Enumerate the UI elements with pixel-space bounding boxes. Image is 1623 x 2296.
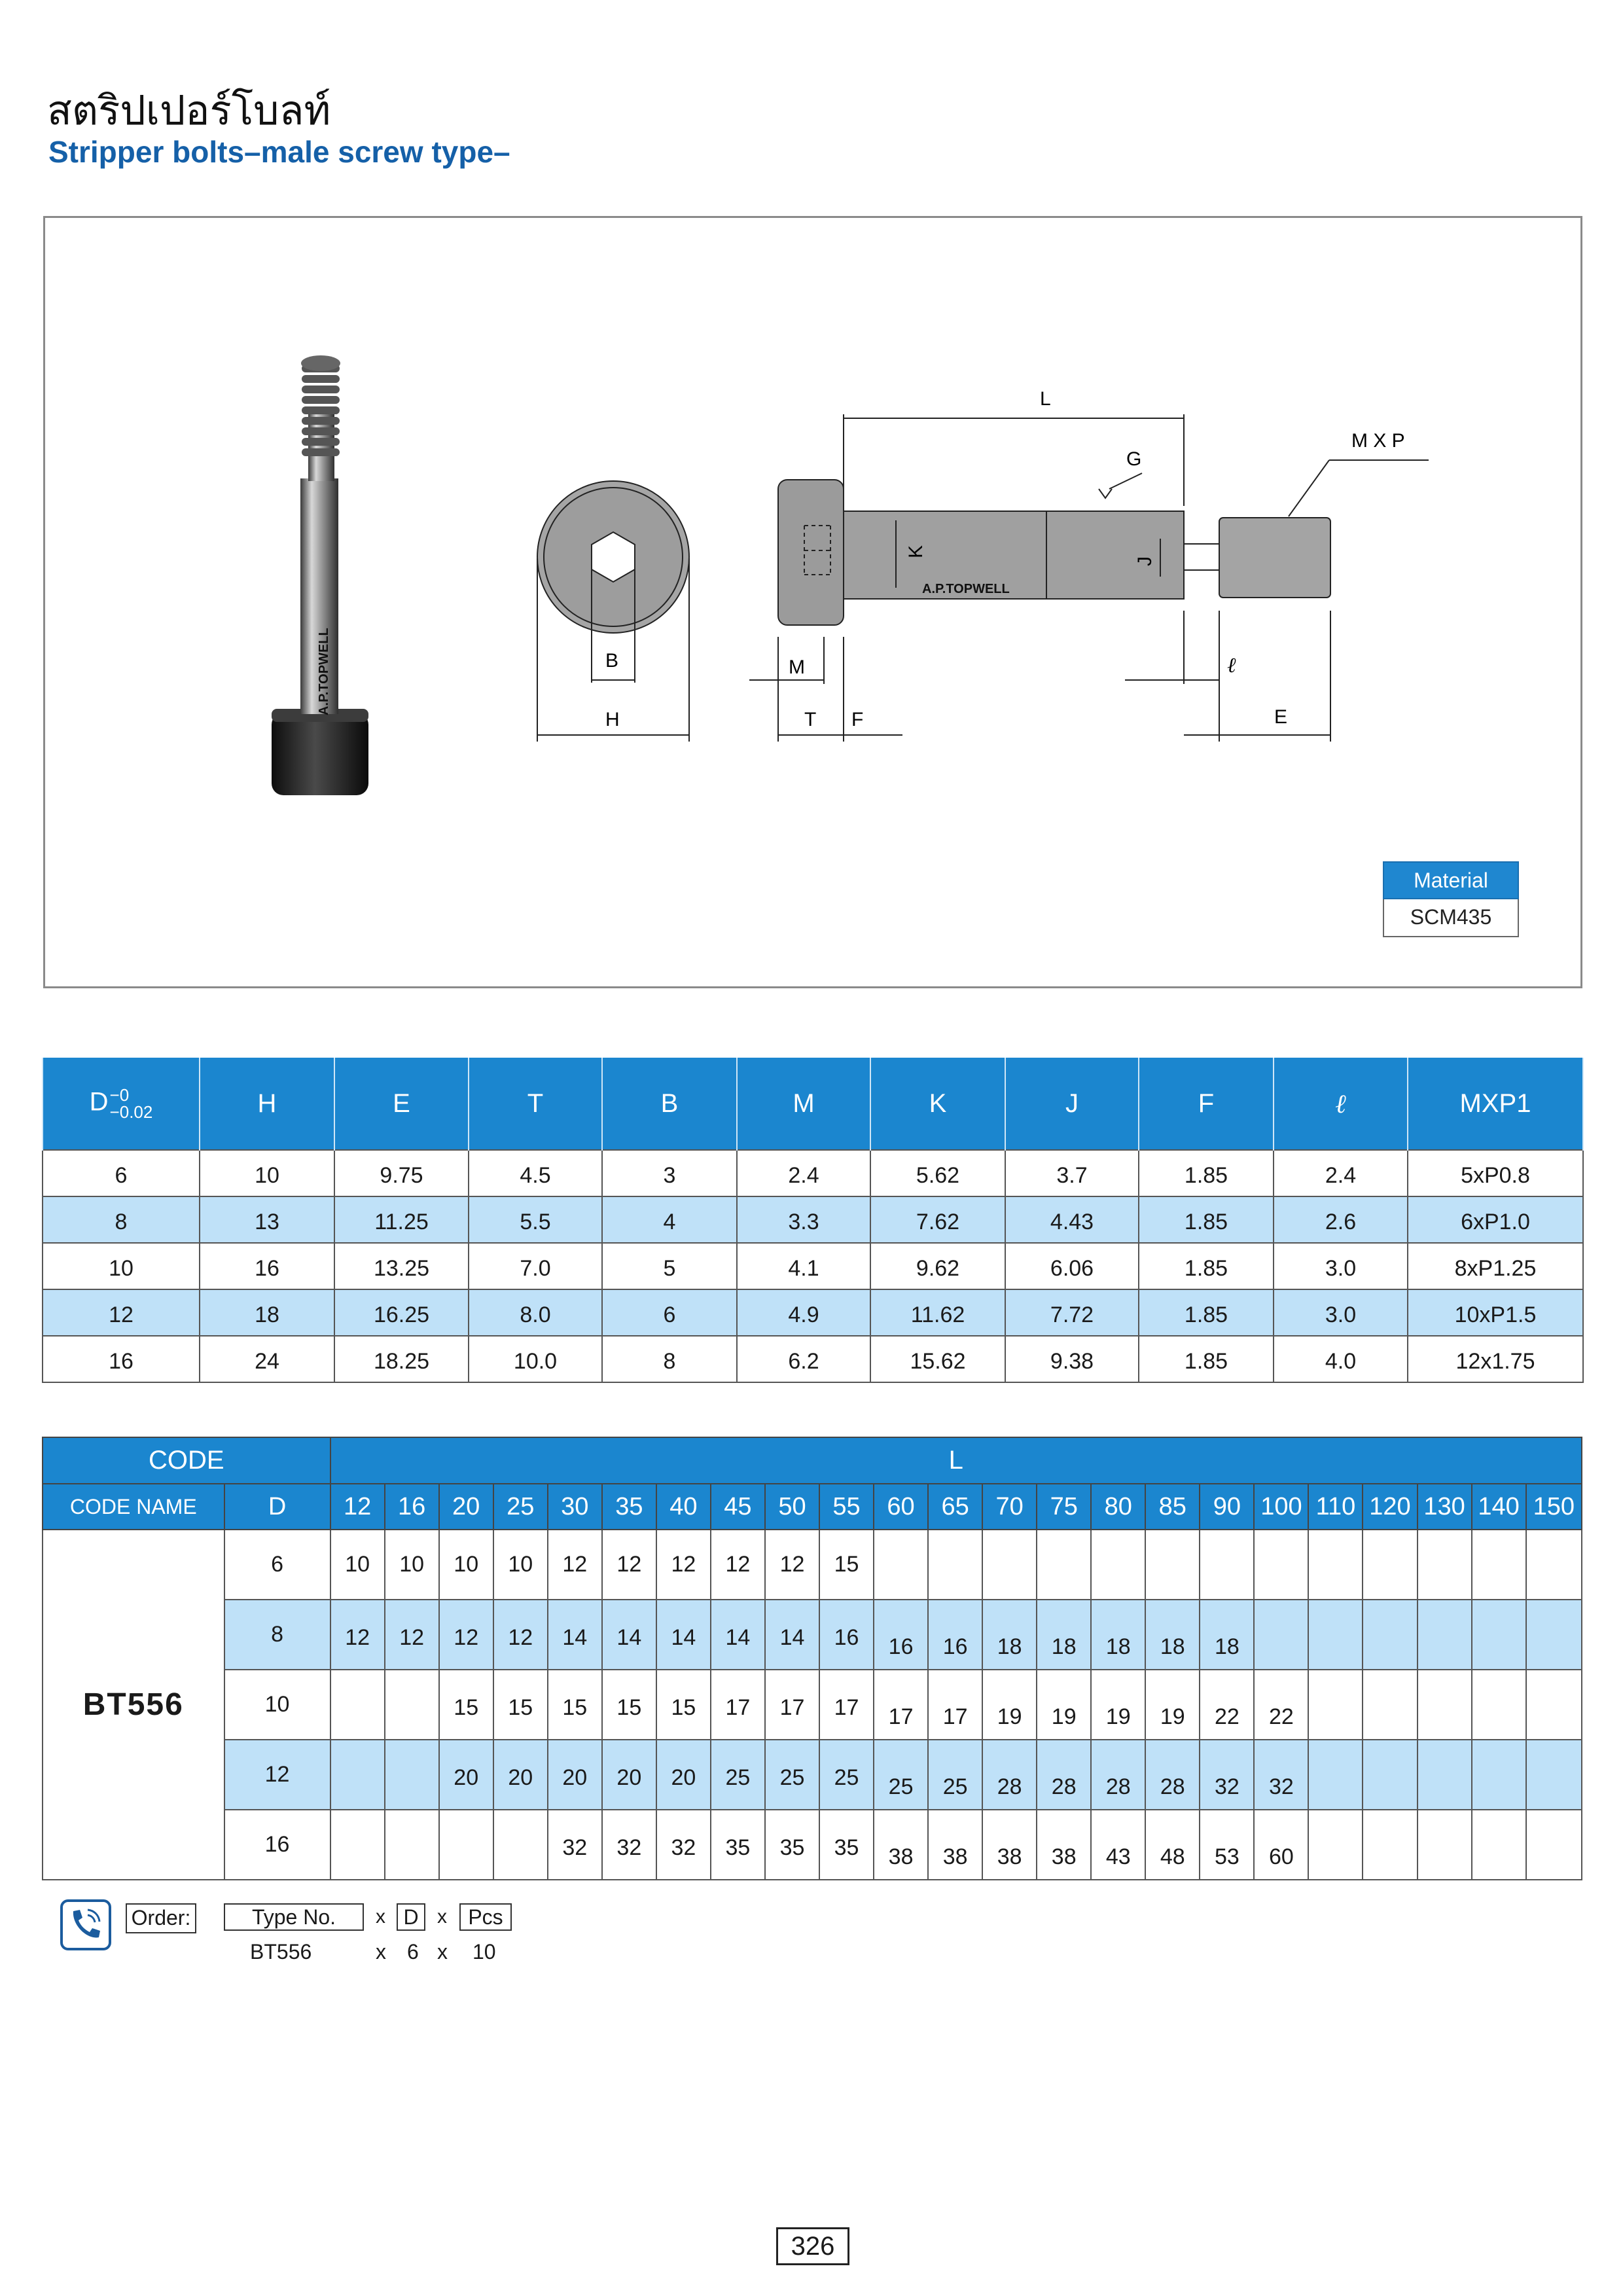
table-row xyxy=(43,1336,1583,1382)
table-cell: 14 xyxy=(602,1600,656,1670)
table-cell: 24 xyxy=(200,1336,334,1382)
example-type: BT556 xyxy=(250,1940,312,1964)
l-value-header: 85 xyxy=(1145,1484,1200,1530)
l-value-header: 65 xyxy=(928,1484,982,1530)
table-cell: 32 xyxy=(656,1810,711,1880)
table-cell: 15 xyxy=(439,1670,493,1740)
l-value-header: 70 xyxy=(982,1484,1037,1530)
table-cell: 16 xyxy=(819,1600,874,1670)
table-cell: 17 xyxy=(928,1670,982,1740)
table-cell: 8 xyxy=(43,1196,200,1243)
table-cell: 7.72 xyxy=(1005,1289,1139,1336)
col-header-K: K xyxy=(870,1058,1005,1150)
dim-label-E: E xyxy=(1274,706,1288,728)
table-cell: 10.0 xyxy=(469,1336,602,1382)
dimension-header-row xyxy=(43,1058,1583,1150)
table-cell: 32 xyxy=(1200,1740,1254,1810)
table-cell: 18 xyxy=(1037,1600,1091,1670)
table-cell: 6 xyxy=(43,1150,200,1196)
table-cell: 35 xyxy=(819,1810,874,1880)
code-header-row xyxy=(43,1437,1582,1484)
table-cell: 25 xyxy=(765,1740,819,1810)
table-cell: 18 xyxy=(1145,1600,1200,1670)
table-cell xyxy=(1472,1530,1526,1600)
table-cell: 12 xyxy=(439,1600,493,1670)
code-header: CODE xyxy=(43,1437,330,1484)
order-label: Order: xyxy=(126,1903,196,1933)
dim-label-B: B xyxy=(605,650,619,672)
d-cell: 10 xyxy=(224,1670,330,1740)
table-cell: 1.85 xyxy=(1139,1243,1274,1289)
table-cell: 12 xyxy=(493,1600,548,1670)
page-title-th: สตริปเปอร์โบลท์ xyxy=(47,86,331,134)
dim-label-F: F xyxy=(851,709,864,730)
l-value-header: 80 xyxy=(1091,1484,1145,1530)
col-header-l: ℓ xyxy=(1274,1058,1408,1150)
table-cell: 12 xyxy=(43,1289,200,1336)
table-cell: 35 xyxy=(765,1810,819,1880)
table-cell xyxy=(1091,1530,1145,1600)
table-cell: 12 xyxy=(602,1530,656,1600)
table-cell: 4.0 xyxy=(1274,1336,1408,1382)
dim-label-l: ℓ xyxy=(1227,653,1236,677)
table-cell: 3.3 xyxy=(737,1196,870,1243)
col-header-D xyxy=(43,1058,200,1150)
l-value-header: 50 xyxy=(765,1484,819,1530)
material-value: SCM435 xyxy=(1383,899,1519,937)
table-cell xyxy=(1145,1530,1200,1600)
dim-label-MXP: M X P xyxy=(1351,430,1405,452)
table-cell xyxy=(385,1670,439,1740)
type-no-label: Type No. xyxy=(224,1903,364,1931)
bolt-photo xyxy=(272,355,368,795)
table-cell: 5 xyxy=(602,1243,737,1289)
table-cell: 1.85 xyxy=(1139,1336,1274,1382)
table-cell: 10 xyxy=(439,1530,493,1600)
table-cell xyxy=(874,1530,928,1600)
col-header-E: E xyxy=(334,1058,469,1150)
table-cell: 1.85 xyxy=(1139,1289,1274,1336)
col-header-H: H xyxy=(200,1058,334,1150)
table-cell: 25 xyxy=(819,1740,874,1810)
d-cell: 12 xyxy=(224,1740,330,1810)
page-number: 326 xyxy=(776,2227,849,2265)
table-cell: 11.25 xyxy=(334,1196,469,1243)
table-cell: 6 xyxy=(602,1289,737,1336)
l-value-header: 30 xyxy=(548,1484,602,1530)
table-cell: 10 xyxy=(385,1530,439,1600)
table-cell xyxy=(1418,1670,1472,1740)
table-row xyxy=(43,1670,1582,1740)
d-label: D xyxy=(397,1903,425,1931)
table-cell: 2.4 xyxy=(1274,1150,1408,1196)
table-cell: 32 xyxy=(1254,1740,1308,1810)
table-cell: 17 xyxy=(711,1670,765,1740)
dim-label-M: M xyxy=(789,656,805,678)
table-cell: 18 xyxy=(200,1289,334,1336)
table-cell: 22 xyxy=(1254,1670,1308,1740)
table-cell: 7.0 xyxy=(469,1243,602,1289)
table-row xyxy=(43,1289,1583,1336)
table-cell: 19 xyxy=(1037,1670,1091,1740)
table-cell: 15 xyxy=(656,1670,711,1740)
table-cell xyxy=(439,1810,493,1880)
product-figure xyxy=(43,216,1582,988)
table-cell: 17 xyxy=(819,1670,874,1740)
l-value-header: 20 xyxy=(439,1484,493,1530)
table-cell: 13.25 xyxy=(334,1243,469,1289)
table-row xyxy=(43,1196,1583,1243)
table-cell xyxy=(1472,1810,1526,1880)
table-cell: 14 xyxy=(765,1600,819,1670)
table-cell: 3 xyxy=(602,1150,737,1196)
table-cell: 16 xyxy=(928,1600,982,1670)
table-cell: 20 xyxy=(439,1740,493,1810)
x-separator: x xyxy=(376,1906,385,1928)
table-cell: 38 xyxy=(874,1810,928,1880)
pcs-label: Pcs xyxy=(459,1903,512,1931)
table-cell: 2.6 xyxy=(1274,1196,1408,1243)
table-cell: 8 xyxy=(602,1336,737,1382)
table-cell: 15 xyxy=(819,1530,874,1600)
table-cell: 17 xyxy=(874,1670,928,1740)
col-header-MXP1: MXP1 xyxy=(1408,1058,1583,1150)
table-cell xyxy=(1308,1810,1363,1880)
x-separator: x xyxy=(437,1906,447,1928)
table-cell: 60 xyxy=(1254,1810,1308,1880)
table-cell xyxy=(385,1810,439,1880)
code-name-cell: BT556 xyxy=(43,1530,224,1880)
table-cell: 20 xyxy=(602,1740,656,1810)
d-tol-upper: −0 xyxy=(109,1085,130,1105)
table-cell xyxy=(1308,1740,1363,1810)
table-cell: 20 xyxy=(548,1740,602,1810)
dim-label-L: L xyxy=(1040,388,1051,410)
material-header: Material xyxy=(1383,861,1519,899)
table-cell: 12 xyxy=(385,1600,439,1670)
table-cell xyxy=(1472,1600,1526,1670)
phone-icon xyxy=(60,1899,111,1950)
table-cell: 8.0 xyxy=(469,1289,602,1336)
table-cell xyxy=(1418,1810,1472,1880)
col-header-F: F xyxy=(1139,1058,1274,1150)
dim-label-H: H xyxy=(605,709,620,730)
l-value-header: 40 xyxy=(656,1484,711,1530)
table-cell: 38 xyxy=(1037,1810,1091,1880)
table-cell: 19 xyxy=(1091,1670,1145,1740)
l-value-header: 120 xyxy=(1363,1484,1417,1530)
material-box xyxy=(1383,861,1519,937)
table-cell: 12 xyxy=(330,1600,385,1670)
table-cell: 4.9 xyxy=(737,1289,870,1336)
table-cell: 6xP1.0 xyxy=(1408,1196,1583,1243)
table-cell: 18 xyxy=(982,1600,1037,1670)
table-row xyxy=(43,1243,1583,1289)
d-symbol: D xyxy=(89,1087,109,1117)
dim-label-G: G xyxy=(1126,448,1142,470)
l-value-header: 110 xyxy=(1308,1484,1363,1530)
dim-label-J: J xyxy=(1134,556,1156,566)
table-cell: 10xP1.5 xyxy=(1408,1289,1583,1336)
table-cell: 16 xyxy=(200,1243,334,1289)
l-value-header: 55 xyxy=(819,1484,874,1530)
table-cell: 38 xyxy=(982,1810,1037,1880)
table-cell xyxy=(330,1670,385,1740)
table-cell xyxy=(982,1530,1037,1600)
table-cell xyxy=(1526,1740,1582,1810)
l-value-header: 12 xyxy=(330,1484,385,1530)
table-cell: 20 xyxy=(656,1740,711,1810)
table-cell: 25 xyxy=(928,1740,982,1810)
l-value-header: 60 xyxy=(874,1484,928,1530)
table-cell: 28 xyxy=(1037,1740,1091,1810)
table-cell: 14 xyxy=(711,1600,765,1670)
table-cell xyxy=(1363,1810,1417,1880)
table-cell: 10 xyxy=(200,1150,334,1196)
table-cell: 25 xyxy=(874,1740,928,1810)
table-cell xyxy=(1363,1600,1417,1670)
table-cell: 12 xyxy=(548,1530,602,1600)
table-cell xyxy=(1418,1740,1472,1810)
table-cell: 16 xyxy=(43,1336,200,1382)
table-cell xyxy=(1526,1530,1582,1600)
col-header-T: T xyxy=(469,1058,602,1150)
d-cell: 16 xyxy=(224,1810,330,1880)
l-value-header: 140 xyxy=(1472,1484,1526,1530)
table-cell: 32 xyxy=(602,1810,656,1880)
table-cell: 22 xyxy=(1200,1670,1254,1740)
table-cell: 9.75 xyxy=(334,1150,469,1196)
table-row xyxy=(43,1740,1582,1810)
table-cell: 10 xyxy=(330,1530,385,1600)
table-cell: 28 xyxy=(982,1740,1037,1810)
table-cell: 16 xyxy=(874,1600,928,1670)
example-d: 6 xyxy=(407,1940,419,1964)
l-values-row xyxy=(43,1484,1582,1530)
d-header: D xyxy=(224,1484,330,1530)
table-cell: 17 xyxy=(765,1670,819,1740)
table-cell xyxy=(1363,1670,1417,1740)
table-cell: 9.38 xyxy=(1005,1336,1139,1382)
page-title-en: Stripper bolts–male screw type– xyxy=(48,135,510,169)
table-cell: 15 xyxy=(602,1670,656,1740)
col-header-J: J xyxy=(1005,1058,1139,1150)
table-cell: 10 xyxy=(43,1243,200,1289)
table-cell: 18 xyxy=(1200,1600,1254,1670)
col-header-B: B xyxy=(602,1058,737,1150)
table-cell: 48 xyxy=(1145,1810,1200,1880)
table-cell: 28 xyxy=(1145,1740,1200,1810)
l-value-header: 100 xyxy=(1254,1484,1308,1530)
table-cell: 5xP0.8 xyxy=(1408,1150,1583,1196)
technical-drawing xyxy=(45,218,1584,990)
table-cell: 4 xyxy=(602,1196,737,1243)
table-cell: 15 xyxy=(548,1670,602,1740)
table-cell: 18 xyxy=(1091,1600,1145,1670)
table-cell: 6.2 xyxy=(737,1336,870,1382)
table-cell xyxy=(928,1530,982,1600)
table-cell xyxy=(1254,1530,1308,1600)
table-cell xyxy=(1254,1600,1308,1670)
table-cell xyxy=(1418,1530,1472,1600)
table-row xyxy=(43,1600,1582,1670)
l-value-header: 90 xyxy=(1200,1484,1254,1530)
l-value-header: 16 xyxy=(385,1484,439,1530)
code-table xyxy=(42,1437,1582,1880)
l-value-header: 25 xyxy=(493,1484,548,1530)
table-cell xyxy=(1308,1670,1363,1740)
x-separator: x xyxy=(437,1940,448,1964)
table-cell: 12 xyxy=(711,1530,765,1600)
table-cell: 5.5 xyxy=(469,1196,602,1243)
table-cell: 3.0 xyxy=(1274,1243,1408,1289)
table-cell xyxy=(1526,1670,1582,1740)
table-cell: 1.85 xyxy=(1139,1150,1274,1196)
table-cell: 28 xyxy=(1091,1740,1145,1810)
table-cell xyxy=(1200,1530,1254,1600)
table-cell: 1.85 xyxy=(1139,1196,1274,1243)
table-row xyxy=(43,1150,1583,1196)
dim-label-T: T xyxy=(804,709,817,730)
table-cell: 14 xyxy=(656,1600,711,1670)
d-cell: 6 xyxy=(224,1530,330,1600)
table-cell: 4.43 xyxy=(1005,1196,1139,1243)
table-row xyxy=(43,1530,1582,1600)
table-cell: 9.62 xyxy=(870,1243,1005,1289)
table-cell xyxy=(385,1740,439,1810)
table-cell: 35 xyxy=(711,1810,765,1880)
table-cell xyxy=(1472,1670,1526,1740)
col-header-M: M xyxy=(737,1058,870,1150)
table-cell xyxy=(1526,1810,1582,1880)
table-cell: 43 xyxy=(1091,1810,1145,1880)
table-cell xyxy=(1308,1600,1363,1670)
l-value-header: 45 xyxy=(711,1484,765,1530)
table-cell: 12 xyxy=(656,1530,711,1600)
table-cell: 25 xyxy=(711,1740,765,1810)
table-cell xyxy=(1363,1530,1417,1600)
table-cell xyxy=(1037,1530,1091,1600)
table-cell xyxy=(1472,1740,1526,1810)
table-cell: 19 xyxy=(1145,1670,1200,1740)
d-cell: 8 xyxy=(224,1600,330,1670)
table-cell: 16.25 xyxy=(334,1289,469,1336)
d-tolerance xyxy=(110,1086,153,1121)
table-cell: 18.25 xyxy=(334,1336,469,1382)
l-value-header: 130 xyxy=(1418,1484,1472,1530)
table-cell: 15 xyxy=(493,1670,548,1740)
table-cell: 53 xyxy=(1200,1810,1254,1880)
table-cell: 12x1.75 xyxy=(1408,1336,1583,1382)
table-cell: 20 xyxy=(493,1740,548,1810)
code-name-header: CODE NAME xyxy=(43,1484,224,1530)
l-header: L xyxy=(330,1437,1582,1484)
table-cell xyxy=(1418,1600,1472,1670)
example-pcs: 10 xyxy=(473,1940,496,1964)
dim-label-K: K xyxy=(905,545,927,558)
table-cell xyxy=(1308,1530,1363,1600)
table-cell: 19 xyxy=(982,1670,1037,1740)
table-cell xyxy=(1363,1740,1417,1810)
l-value-header: 35 xyxy=(602,1484,656,1530)
table-cell: 38 xyxy=(928,1810,982,1880)
l-value-header: 75 xyxy=(1037,1484,1091,1530)
table-cell: 11.62 xyxy=(870,1289,1005,1336)
head-top-view xyxy=(537,481,689,742)
dimension-table xyxy=(42,1058,1584,1383)
table-cell: 10 xyxy=(493,1530,548,1600)
table-cell: 8xP1.25 xyxy=(1408,1243,1583,1289)
table-cell: 4.1 xyxy=(737,1243,870,1289)
table-cell xyxy=(330,1810,385,1880)
table-cell: 15.62 xyxy=(870,1336,1005,1382)
table-cell: 12 xyxy=(765,1530,819,1600)
bolt-side-view xyxy=(749,414,1429,742)
drawing-brand-label: A.P.TOPWELL xyxy=(922,582,1010,596)
table-cell: 3.7 xyxy=(1005,1150,1139,1196)
x-separator: x xyxy=(376,1940,386,1964)
table-cell: 32 xyxy=(548,1810,602,1880)
table-cell: 6.06 xyxy=(1005,1243,1139,1289)
table-cell: 7.62 xyxy=(870,1196,1005,1243)
table-cell: 4.5 xyxy=(469,1150,602,1196)
table-cell: 5.62 xyxy=(870,1150,1005,1196)
table-cell xyxy=(1526,1600,1582,1670)
photo-brand-label: A.P.TOPWELL xyxy=(317,628,331,715)
table-cell xyxy=(330,1740,385,1810)
table-cell xyxy=(493,1810,548,1880)
table-cell: 13 xyxy=(200,1196,334,1243)
l-value-header: 150 xyxy=(1526,1484,1582,1530)
table-cell: 14 xyxy=(548,1600,602,1670)
d-tol-lower: −0.02 xyxy=(109,1102,153,1122)
table-row xyxy=(43,1810,1582,1880)
table-cell: 2.4 xyxy=(737,1150,870,1196)
table-cell: 3.0 xyxy=(1274,1289,1408,1336)
